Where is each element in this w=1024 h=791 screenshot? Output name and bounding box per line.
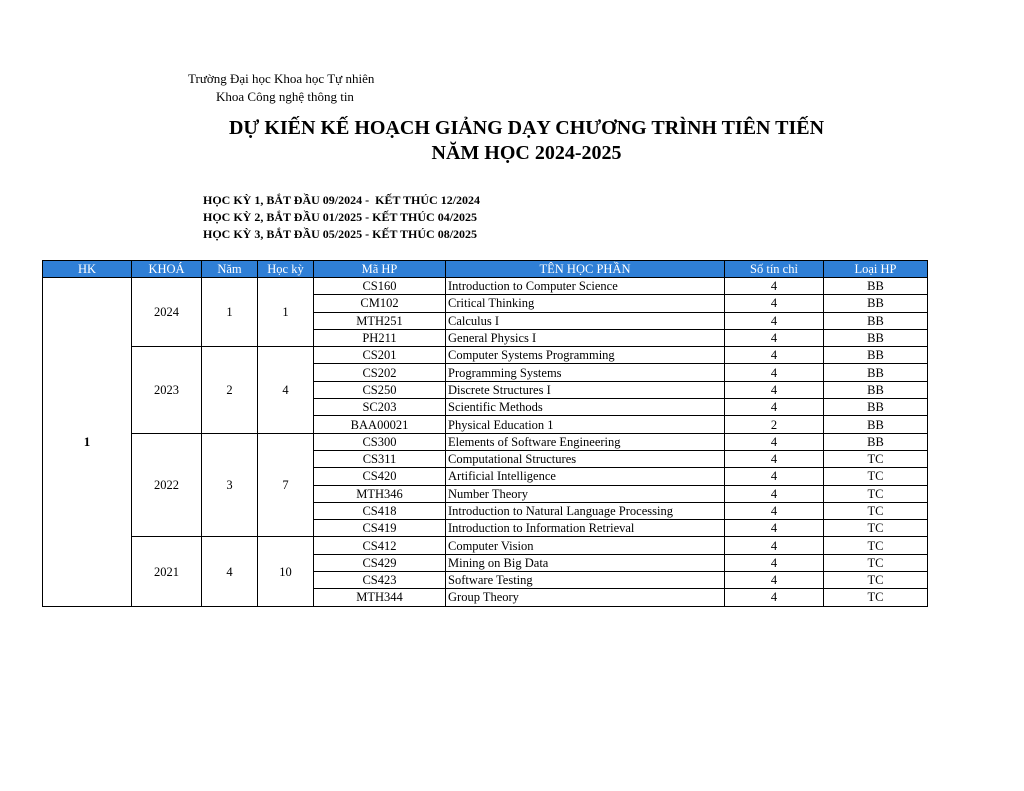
course-name-cell: Introduction to Natural Language Processing	[446, 502, 725, 519]
credits-cell: 4	[725, 329, 824, 346]
course-name-cell: Scientific Methods	[446, 399, 725, 416]
course-name-cell: Physical Education 1	[446, 416, 725, 433]
course-code-cell: CS201	[314, 347, 446, 364]
course-code-cell: MTH251	[314, 312, 446, 329]
column-header-nam: Năm	[202, 261, 258, 278]
course-type-cell: BB	[824, 433, 928, 450]
course-type-cell: BB	[824, 278, 928, 295]
course-type-cell: BB	[824, 381, 928, 398]
nam-cell: 2	[202, 347, 258, 433]
credits-cell: 4	[725, 537, 824, 554]
course-code-cell: CS420	[314, 468, 446, 485]
nam-cell: 3	[202, 433, 258, 537]
course-code-cell: CS419	[314, 520, 446, 537]
course-name-cell: Critical Thinking	[446, 295, 725, 312]
course-type-cell: BB	[824, 416, 928, 433]
course-code-cell: CS300	[314, 433, 446, 450]
course-code-cell: MTH344	[314, 589, 446, 606]
course-code-cell: CM102	[314, 295, 446, 312]
credits-cell: 4	[725, 381, 824, 398]
credits-cell: 2	[725, 416, 824, 433]
course-type-cell: TC	[824, 520, 928, 537]
column-header-loai-hp: Loại HP	[824, 261, 928, 278]
column-header-so-tin-chi: Số tín chỉ	[725, 261, 824, 278]
course-name-cell: Elements of Software Engineering	[446, 433, 725, 450]
course-code-cell: CS160	[314, 278, 446, 295]
course-name-cell: General Physics I	[446, 329, 725, 346]
course-type-cell: TC	[824, 589, 928, 606]
column-header-ma-hp: Mã HP	[314, 261, 446, 278]
page-title: DỰ KIẾN KẾ HOẠCH GIẢNG DẠY CHƯƠNG TRÌNH TIÊN TIẾN	[228, 117, 825, 139]
course-type-cell: BB	[824, 347, 928, 364]
column-header-hk: HK	[43, 261, 132, 278]
course-name-cell: Computer Systems Programming	[446, 347, 725, 364]
course-type-cell: BB	[824, 295, 928, 312]
faculty-name: Khoa Công nghệ thông tin	[216, 89, 354, 104]
column-header-ten-hoc-phan: TÊN HỌC PHẦN	[446, 261, 725, 278]
hoc-ky-cell: 4	[258, 347, 314, 433]
course-name-cell: Discrete Structures I	[446, 381, 725, 398]
course-type-cell: TC	[824, 485, 928, 502]
course-code-cell: CS311	[314, 450, 446, 467]
nam-cell: 1	[202, 278, 258, 347]
course-type-cell: TC	[824, 502, 928, 519]
credits-cell: 4	[725, 433, 824, 450]
credits-cell: 4	[725, 554, 824, 571]
column-header-hoc-ky: Học kỳ	[258, 261, 314, 278]
course-name-cell: Calculus I	[446, 312, 725, 329]
course-code-cell: MTH346	[314, 485, 446, 502]
course-type-cell: BB	[824, 312, 928, 329]
credits-cell: 4	[725, 364, 824, 381]
teaching-plan-table	[42, 260, 928, 607]
course-type-cell: TC	[824, 468, 928, 485]
credits-cell: 4	[725, 312, 824, 329]
course-code-cell: PH211	[314, 329, 446, 346]
course-code-cell: CS423	[314, 572, 446, 589]
course-code-cell: CS412	[314, 537, 446, 554]
course-type-cell: BB	[824, 364, 928, 381]
course-type-cell: TC	[824, 450, 928, 467]
hoc-ky-cell: 7	[258, 433, 314, 537]
credits-cell: 4	[725, 399, 824, 416]
credits-cell: 4	[725, 347, 824, 364]
table-body	[43, 278, 928, 607]
course-name-cell: Introduction to Information Retrieval	[446, 520, 725, 537]
credits-cell: 4	[725, 502, 824, 519]
course-name-cell: Computational Structures	[446, 450, 725, 467]
course-name-cell: Group Theory	[446, 589, 725, 606]
khoa-cell: 2024	[132, 278, 202, 347]
hk-cell: 1	[43, 278, 132, 607]
khoa-cell: 2023	[132, 347, 202, 433]
semester-2-dates: HỌC KỲ 2, BẮT ĐẦU 01/2025 - KẾT THÚC 04/2025	[203, 210, 478, 224]
hoc-ky-cell: 10	[258, 537, 314, 606]
table-header-row	[43, 261, 928, 278]
course-type-cell: BB	[824, 329, 928, 346]
course-type-cell: TC	[824, 537, 928, 554]
credits-cell: 4	[725, 485, 824, 502]
khoa-cell: 2022	[132, 433, 202, 537]
table-row	[43, 278, 928, 295]
course-type-cell: BB	[824, 399, 928, 416]
credits-cell: 4	[725, 572, 824, 589]
course-code-cell: CS250	[314, 381, 446, 398]
table-row	[43, 537, 928, 554]
course-name-cell: Software Testing	[446, 572, 725, 589]
khoa-cell: 2021	[132, 537, 202, 606]
column-header-khoa: KHOÁ	[132, 261, 202, 278]
credits-cell: 4	[725, 450, 824, 467]
course-name-cell: Number Theory	[446, 485, 725, 502]
hoc-ky-cell: 1	[258, 278, 314, 347]
table-row	[43, 433, 928, 450]
course-code-cell: SC203	[314, 399, 446, 416]
university-name: Trường Đại học Khoa học Tự nhiên	[188, 71, 375, 86]
credits-cell: 4	[725, 295, 824, 312]
credits-cell: 4	[725, 520, 824, 537]
table-row	[43, 347, 928, 364]
course-name-cell: Programming Systems	[446, 364, 725, 381]
course-code-cell: CS202	[314, 364, 446, 381]
course-name-cell: Computer Vision	[446, 537, 725, 554]
course-code-cell: CS418	[314, 502, 446, 519]
course-code-cell: CS429	[314, 554, 446, 571]
course-name-cell: Artificial Intelligence	[446, 468, 725, 485]
semester-1-dates: HỌC KỲ 1, BẮT ĐẦU 09/2024 - KẾT THÚC 12/2024	[203, 193, 481, 207]
course-type-cell: TC	[824, 554, 928, 571]
course-code-cell: BAA00021	[314, 416, 446, 433]
course-type-cell: TC	[824, 572, 928, 589]
semester-3-dates: HỌC KỲ 3, BẮT ĐẦU 05/2025 - KẾT THÚC 08/2025	[203, 227, 478, 241]
course-name-cell: Introduction to Computer Science	[446, 278, 725, 295]
credits-cell: 4	[725, 589, 824, 606]
page-subtitle: NĂM HỌC 2024-2025	[431, 142, 622, 164]
credits-cell: 4	[725, 468, 824, 485]
credits-cell: 4	[725, 278, 824, 295]
nam-cell: 4	[202, 537, 258, 606]
course-name-cell: Mining on Big Data	[446, 554, 725, 571]
